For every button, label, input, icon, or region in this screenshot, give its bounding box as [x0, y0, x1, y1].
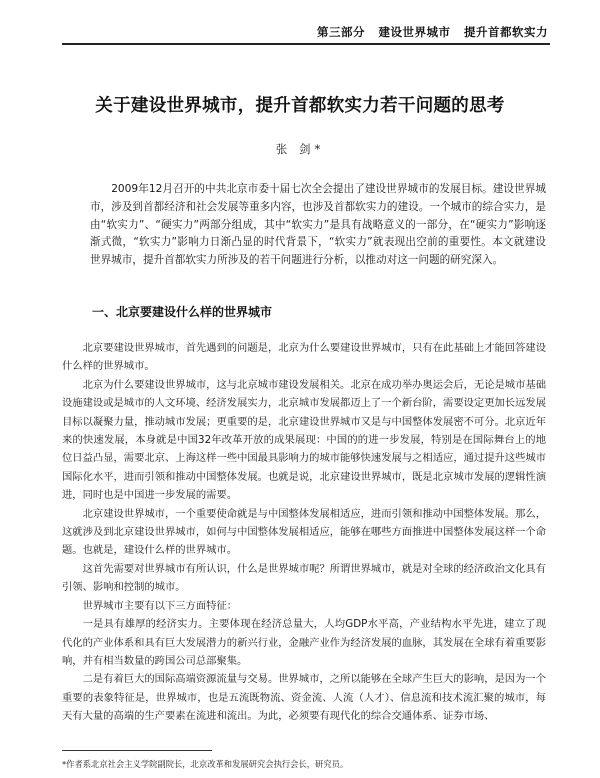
article-author: 张 剑* [275, 142, 325, 156]
body-text [62, 339, 546, 726]
footnote: *作者系北京社会主义学院副院长，北京改革和发展研究会执行会长，研究员。 [62, 759, 349, 769]
footnote-divider [62, 750, 212, 751]
body-paragraph: 二是有着巨大的国际高端资源流量与交易。世界城市，之所以能够在全球产生巨大的影响，是因为一个重要的表象特征是，世界城市，也是五流既物流、资金流、人流（人才）、信息流和技术流汇聚的城市，每天有大量的高端的生产要素在流进和流出。为此，必须要有现代化的综合交通体系、证券市场、 [62, 673, 546, 723]
body-paragraph: 北京建设世界城市，一个重要使命就是与中国整体发展相适应，进而引领和推动中国整体发展。那么，这就涉及到北京建设世界城市，如何与中国整体发展相适应，能够在哪些方面推进中国整体发展这样一个命题。也就是，建设什么样的世界城市。 [62, 507, 546, 557]
article-title: 关于建设世界城市，提升首都软实力若干问题的思考 [95, 96, 505, 116]
body-paragraph: 这首先需要对世界城市有所认识，什么是世界城市呢？所谓世界城市，就是对全球的经济政治文化具有引领、影响和控制的城市。 [62, 562, 546, 594]
body-paragraph: 北京要建设世界城市，首先遇到的问题是，北京为什么要建设世界城市，只有在此基础上才能回答建设什么样的世界城市。 [62, 342, 546, 373]
body-paragraph: 一是具有雄厚的经济实力。主要体现在经济总量大，人均GDP水平高，产业结构水平先进，建立了现代化的产业体系和具有巨大发展潜力的新兴行业，金融产业作为经济发展的血脉，其发展在全球有着重要影响，并有相当数量的跨国公司总部聚集。 [62, 618, 546, 667]
body-paragraph: 世界城市主要有以下三方面特征： [82, 599, 238, 612]
section-heading: 一、北京要建设什么样的世界城市 [92, 305, 273, 319]
running-header-title: 第三部分 建设世界城市 提升首都软实力 [316, 25, 548, 39]
header-divider [62, 43, 550, 45]
abstract: 2009年12月召开的中共北京市委十届七次全会提出了建设世界城市的发展目标。建设世界城市，涉及到首都经济和社会发展等重多内容，也涉及首都软实力的建设。一个城市的综合实力，是由“软实力”、“硬实力”两部分组成，其中“软实力”是具有战略意义的一部分，在“硬实力”影响逐渐式微，“软实力”影响力日渐凸显的时代背景下，“软实力”就表现出空前的重要性。本文就建设世界城市，提升首都软实力所涉及的若干问题进行分析，以推动对这一问题的研究深入。 [90, 183, 546, 267]
body-paragraph: 北京为什么要建设世界城市，这与北京城市建设发展相关。北京在成功举办奥运会后，无论是城市基础设施建设或是城市的人文环境、经济发展实力，北京城市发展都迈上了一个新台阶，需要设定更加长远发展目标以凝聚力量，推动城市发展；更重要的是，北京建设世界城市又是与中国整体发展密不可分。北京近年来的快速发展，本身就是中国32年改革开放的成果展现：中国的的进一步发展，特别是在国际舞台上的地位日益凸显，需要北京、上海这样一些中国最具影响力的城市能够快速发展与之相适应，通过提升这些城市国际化水平，进而引领和推动中国整体发展。也就是说，北京建设世界城市，既是北京城市发展的逻辑性演进，同时也是中国进一步发展的需要。 [62, 378, 546, 502]
